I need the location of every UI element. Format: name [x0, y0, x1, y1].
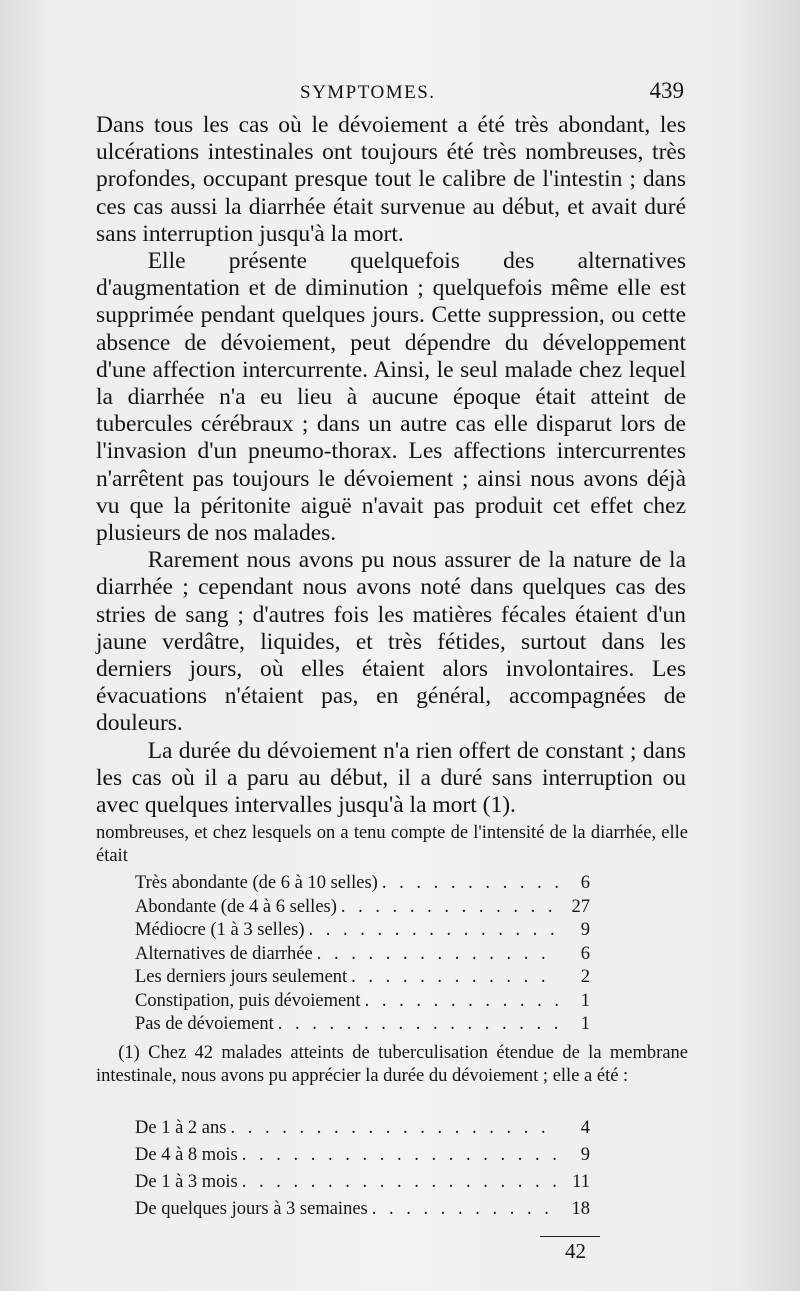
list-item-label: Alternatives de diarrhée: [135, 943, 313, 964]
list-item-label: Les derniers jours seulement: [135, 967, 348, 987]
list-item: [135, 967, 590, 991]
page-header: [100, 80, 690, 108]
footnote-continuation: nombreuses, et chez lesquels on a tenu compte de l'intensité de la diarrhée, elle était: [96, 823, 688, 866]
intensity-list: [135, 873, 590, 1038]
list-item-label: De 1 à 2 ans: [135, 1118, 227, 1138]
list-item: [135, 1118, 590, 1145]
duration-list: [135, 1118, 590, 1226]
total-value: 42: [565, 1239, 586, 1263]
list-item: [135, 873, 590, 897]
list-item-label: De quelques jours à 3 semaines: [135, 1199, 368, 1219]
list-item: [135, 897, 590, 921]
paragraph: Rarement nous avons pu nous assurer de la nature de la diarrhée ; cependant nous avons noté dans quelques cas des stries de sang ; d'autres fois les matières fécales étaient d'un jaune verdâtre, liquides, et très fétides, surtout dans les derniers jours, où elles étaient alors involontaires. Les évacuations n'étaient pas, en général, accompagnées de douleurs.: [96, 547, 686, 737]
list-item-value: 27: [571, 896, 590, 917]
list-item-value: 6: [580, 873, 590, 893]
list-item-value: 11: [572, 1172, 590, 1192]
page-number: 439: [649, 78, 684, 103]
list-item-value: 9: [580, 1145, 590, 1165]
list-item-value: 4: [580, 1118, 590, 1138]
leader-dots: [305, 920, 558, 941]
list-item-value: 6: [580, 943, 590, 964]
list-item: [135, 1172, 590, 1199]
paragraph: La durée du dévoiement n'a rien offert de constant ; dans les cas où il a paru au début, il a duré sans interruption ou avec quelques intervalles jusqu'à la mort (1).: [96, 737, 686, 819]
list-item-label: Pas de dévoiement: [135, 1014, 274, 1034]
list-item: [135, 991, 590, 1015]
leader-dots: [368, 1199, 558, 1220]
list-item-value: 1: [580, 1014, 590, 1034]
list-item: [135, 1145, 590, 1172]
list-item-value: 1: [580, 990, 590, 1011]
list-item-label: De 1 à 3 mois: [135, 1172, 238, 1192]
paragraph: Dans tous les cas où le dévoiement a été très abondant, les ulcérations intestinales ont toujours été très nombreuses, très profondes, occupant presque tout le calibre de l'intestin ; dans ces cas aussi la diarrhée était survenue au début, et avait duré sans interruption jusqu'à la mort.: [96, 112, 686, 247]
leader-dots: [238, 1172, 558, 1193]
leader-dots: [238, 1145, 558, 1166]
list-item-label: Très abondante (de 6 à 10 selles): [135, 873, 378, 893]
footnote: (1) Chez 42 malades atteints de tuberculisation étendue de la membrane intestinale, nous avons pu apprécier la durée du dévoiement ; elle a été :: [96, 1043, 688, 1086]
leader-dots: [313, 944, 558, 965]
list-item: [135, 944, 590, 968]
main-text: [96, 112, 686, 819]
list-item-value: 9: [580, 920, 590, 940]
list-item-label: De 4 à 8 mois: [135, 1145, 238, 1165]
leader-dots: [347, 967, 558, 988]
list-item-label: Abondante (de 4 à 6 selles): [135, 896, 337, 917]
list-item-label: Constipation, puis dévoiement: [135, 990, 361, 1011]
leader-dots: [361, 991, 558, 1012]
list-item: [135, 1199, 590, 1226]
leader-dots: [226, 1118, 558, 1139]
sum-rule: [540, 1236, 600, 1264]
running-head: SYMPTOMES.: [300, 82, 436, 103]
paragraph: Elle présente quelquefois des alternatives d'augmentation et de diminution ; quelquefois même elle est supprimée pendant quelques jours. Cette suppression, ou cette absence de dévoiement, peut dépendre du développement d'une affection intercurrente. Ainsi, le seul malade chez lequel la diarrhée n'a eu lieu à aucune époque était atteint de tubercules cérébraux ; dans un autre cas elle disparut lors de l'invasion d'un pneumo-thorax. Les affections intercurrentes n'arrêtent pas toujours le dévoiement ; ainsi nous avons déjà vu que la péritonite aiguë n'avait pas produit cet effet chez plusieurs de nos malades.: [96, 248, 686, 547]
list-item: [135, 920, 590, 944]
leader-dots: [337, 897, 558, 918]
leader-dots: [378, 873, 558, 894]
list-item-label: Médiocre (1 à 3 selles): [135, 920, 305, 940]
list-item: [135, 1014, 590, 1038]
leader-dots: [274, 1014, 558, 1035]
list-item-value: 2: [580, 967, 590, 987]
list-item-value: 18: [571, 1199, 590, 1219]
